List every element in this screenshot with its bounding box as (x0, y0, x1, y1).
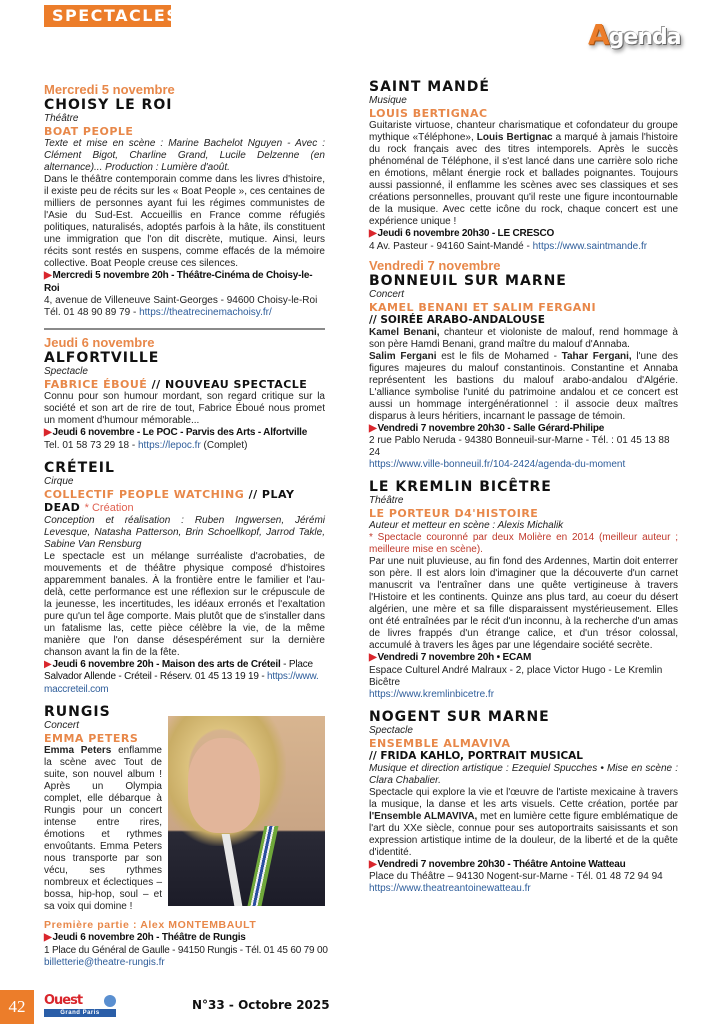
event-genre: Concert (369, 288, 405, 300)
event-link[interactable]: https://www.maccreteil.com (44, 671, 319, 695)
event-description (369, 351, 678, 423)
event-address: - Place Salvador Allende - Créteil - Réserv. 01 45 13 19 19 - (44, 658, 313, 682)
event-city: NOGENT SUR MARNE (369, 708, 550, 725)
artist-name: FABRICE ÉBOUÉ (44, 378, 148, 391)
arrow-right-icon: ▶ (369, 652, 377, 663)
event-when-text: Jeudi 6 novembre 20h - Maison des arts de Créteil (52, 658, 281, 670)
event-address: 1 Place du Général de Gaulle - 94150 Rungis - Tél. 01 45 60 79 00 (44, 944, 328, 956)
event-link[interactable]: https://www.saintmande.fr (532, 240, 648, 252)
rungis-row (44, 704, 325, 913)
event-address: 4 Av. Pasteur - 94160 Saint-Mandé - (369, 240, 533, 252)
description-text: met en lumière cette figure emblématique de l'art du XXe siècle, connue pour ses autoportraits saisissants et son expression artistique intime de la douleur, de la liberté et de la quête d'identité. (369, 810, 678, 858)
event-credits: Musique et direction artistique : Ezequiel Spucches • Mise en scène : Clara Chabalier. (369, 762, 678, 786)
event-genre: Musique (369, 95, 407, 106)
right-events (369, 79, 678, 895)
agenda-logo (588, 18, 698, 52)
description-text: Spectacle qui explore la vie et l'œuvre de l'artiste mexicaine à travers la musique, la danse et les arts visuels. Cette création, portée par (369, 786, 678, 810)
show-title: // FRIDA KAHLO, PORTRAIT MUSICAL (369, 749, 583, 762)
event-when-text: Jeudi 6 novembre 20h30 - LE CRESCO (377, 228, 555, 239)
event-when (369, 652, 678, 665)
event-link[interactable]: https://www.theatreantoinewatteau.fr (369, 883, 531, 894)
event-city: BONNEUIL SUR MARNE (369, 272, 567, 289)
event-credits: Texte et mise en scène : Marine Bachelot Nguyen - Avec : Clément Bigot, Charline Grand, Lucile Delzenne (en alternance)... Production : Lumière d'août. (44, 138, 325, 173)
event-city: LE KREMLIN BICÊTRE (369, 479, 552, 495)
event-when (44, 270, 325, 295)
description-text: est le fils de Mohamed - (436, 350, 562, 362)
description-text: a marqué à jamais l'histoire du rock français avec des titres intemporels. Après le succès phénoménal de Téléphone, il s'est lancé dans une carrière solo riche en émotions, mêlant énergie rock et ballades poignantes. Toujours aussi passionné, il enflamme les scènes avec ses classiques et ses créations personnelles, prouvant qu'il reste une figure incontournable de la musique. Avec cette icône du rock, chaque concert est une expérience unique ! (369, 132, 678, 227)
event-description (369, 327, 678, 351)
section-tag: SPECTACLES (44, 5, 171, 27)
event-phone: Tel. 01 58 73 29 18 - (44, 439, 138, 451)
event-address: 4, avenue de Villeneuve Saint-Georges - 94600 Choisy-le-Roi (44, 295, 318, 306)
arrow-right-icon: ▶ (44, 658, 52, 670)
arrow-right-icon: ▶ (369, 228, 377, 239)
event-contact (44, 440, 325, 452)
event-when-text: Vendredi 7 novembre 20h30 - Théâtre Antoine Watteau (377, 858, 626, 870)
badge-icon (104, 995, 116, 1007)
artist-bold: Emma Peters (44, 745, 112, 756)
event-artist: ENSEMBLE ALMAVIVA (369, 736, 511, 750)
event-city: RUNGIS (44, 704, 111, 720)
event-description: Le spectacle est un mélange surréaliste d'acrobaties, de mouvements et de théâtre physique composé d'histoires apparemment banales. À la frontière entre le familier et l'au-delà, cette performance est une réflexion sur le crépuscule de la jeunesse, les incertitudes, les idéaux erronés et l'exaltation pure qu'un tel âge comporte. Mais plutôt que de s'installer dans un fatalisme las, cette pièce célèbre la vie, de la même manière que l'on danse désespérément sur la dernière chanson avant la fin de la fête. (44, 550, 325, 658)
event-address: Place du Théâtre – 94130 Nogent-sur-Marne - Tél. 01 48 72 94 94 (369, 871, 663, 882)
event-choisy (44, 82, 328, 969)
event-description: Dans le théâtre contemporain comme dans les livres d'histoire, il existe peu de récits sur les « Boat People », ces centaines de milliers de personnes ayant fui les régimes communistes de l'Asie du Sud-Est. Accueillis en France comme réfugiés politiques, naturalisés, adoptés parfois à la hâte, ils constituent une immigration que l'on dit discrète, mutique. Ainsi, leurs récits sont restés en suspens, comme effacés de la mémoire collective. Boat People creuse ces silences. (44, 174, 325, 269)
magazine-logo (44, 994, 116, 1018)
description-text: enflamme la scène avec Tout de suite, son nouvel album ! Après un Olympia complet, elle débarque à Rungis pour un concert intense entre rires, émotions et rythmes envoûtants. Emma Peters nous transporte par son vécu, ses rythmes nombreux et éclectiques – bossa, hip-hop, soul – et sa voix qui domine ! (44, 745, 162, 912)
event-description: Par une nuit pluvieuse, au fin fond des Ardennes, Martin doit enterrer son père. Il est alors loin d'imaginer que la découverte d'un carnet manuscrit va l'entraîner dans une quête vertigineuse à travers l'Histoire et les continents. Quinze ans plus tard, au coeur du désert algérien, une mère et sa fille disparaissent mystérieusement. Elles ont été entraînées par le récit d'un inconnu, à la recherche d'un amas de livres frappés d'un étrange calice, et d'un trésor colossal, accumulé à travers les âges par une légendaire société secrète. (369, 556, 678, 651)
show-title: // NOUVEAU SPECTACLE (147, 378, 308, 391)
event-address: 2 rue Pablo Neruda - 94380 Bonneuil-sur-Marne - Tél. : 01 45 13 88 24 (369, 435, 670, 458)
ensemble-bold: l'Ensemble ALMAVIVA, (369, 810, 478, 822)
artist-bold: Tahar Fergani, (561, 350, 632, 362)
arrow-right-icon: ▶ (44, 932, 52, 943)
event-contact (44, 307, 325, 319)
arrow-right-icon: ▶ (44, 427, 52, 438)
event-city: CRÉTEIL (44, 459, 115, 476)
event-description (44, 745, 162, 913)
event-status: (Complet) (200, 439, 248, 451)
arrow-right-icon: ▶ (369, 422, 377, 434)
first-part: Première partie : Alex MONTEMBAULT (44, 919, 257, 931)
divider (44, 328, 325, 330)
magazine-logo-word: Ouest (44, 993, 83, 1008)
show-title: // PLAY DEAD (44, 487, 295, 514)
description-text: chanteur et violoniste de malouf, rend hommage à son père Hamdi Benani, grand maître du malouf d'Annaba. (369, 326, 678, 350)
event-when (369, 859, 678, 872)
event-date: Mercredi 5 novembre (44, 82, 175, 97)
event-artist: LOUIS BERTIGNAC (369, 107, 488, 120)
event-when-text: Jeudi 6 novembre - Le POC - Parvis des Arts - Alfortville (52, 427, 308, 438)
event-address: Espace Culturel André Malraux - 2, place Victor Hugo - Le Kremlin Bicêtre (369, 664, 663, 688)
agenda-logo-initial: A (588, 18, 609, 51)
rungis-details (44, 919, 328, 969)
event-when-text: Vendredi 7 novembre 20h • ECAM (377, 652, 532, 663)
event-when (369, 423, 678, 436)
event-rungis (44, 704, 328, 969)
event-link[interactable]: https://theatrecinemachoisy.fr/ (139, 307, 272, 318)
event-when-text: Jeudi 6 novembre 20h - Théâtre de Rungis (52, 932, 246, 943)
issue-number: N°33 - Octobre 2025 (192, 998, 330, 1012)
event-city: SAINT MANDÉ (369, 79, 490, 95)
event-artist (44, 378, 325, 391)
event-credits: Auteur et metteur en scène : Alexis Michalik (369, 520, 564, 531)
artist-name: COLLECTIF PEOPLE WATCHING (44, 487, 245, 501)
event-artist: KAMEL BENANI ET SALIM FERGANI (369, 300, 597, 314)
event-genre: Spectacle (44, 366, 88, 377)
artist-bold: Louis Bertignac (476, 132, 553, 143)
event-genre: Concert (44, 720, 80, 731)
event-date: Vendredi 7 novembre (369, 257, 501, 273)
event-award: * Spectacle couronné par deux Molière en 2014 (meilleur auteur ; meilleure mise en scène). (369, 532, 678, 555)
event-city: ALFORTVILLE (44, 350, 160, 366)
event-date: Jeudi 6 novembre (44, 335, 155, 350)
description-text: l'une des figures majeures du malouf constantinois. Constantine et Annaba représentent les bastions du malouf arabo-andalou d'Algérie. L'alliance symbolise l'unité du patrimoine andalou et ce concert est aussi un hommage intergénérationnel : il associe deux maîtres disparus à leurs héritiers, incarnant le passage de témoin. (369, 350, 679, 422)
event-when (44, 427, 325, 440)
event-credits: Conception et réalisation : Ruben Ingwersen, Jérémi Levesque, Natasha Patterson, Brin Schoellkopf, Jarrod Takle, Sabine Van Rensburg (44, 514, 325, 550)
event-artist (44, 488, 325, 515)
event-when (44, 659, 325, 697)
event-genre: Théâtre (369, 495, 404, 506)
event-description (369, 787, 678, 859)
event-link[interactable]: https://www.kremlinbicetre.fr (369, 688, 495, 700)
event-city: CHOISY LE ROI (44, 97, 173, 113)
agenda-logo-rest: genda (608, 25, 681, 50)
event-when-text: Mercredi 5 novembre 20h - Théâtre-Cinéma de Choisy-le-Roi (44, 270, 313, 294)
event-description: Connu pour son humour mordant, son regard critique sur la société et son art de rire de tout, Fabrice Éboué nous promet un moment d'humour mémorable... (44, 391, 325, 426)
event-link[interactable]: https://www.ville-bonneuil.fr/104-2424/agenda-du-moment (369, 459, 626, 470)
event-genre: Spectacle (369, 724, 413, 736)
event-artist: LE PORTEUR D4'HISTOIRE (369, 507, 539, 520)
event-artist: EMMA PETERS (44, 732, 139, 745)
event-when-text: Vendredi 7 novembre 20h30 - Salle Gérard-Philipe (377, 422, 605, 434)
artist-bold: Kamel Benani, (369, 326, 440, 338)
show-title: // SOIRÉE ARABO-ANDALOUSE (369, 313, 545, 326)
event-when (44, 932, 325, 945)
event-link[interactable]: https://lepoc.fr (137, 439, 201, 451)
rungis-text-column (44, 704, 162, 913)
event-contact (369, 241, 678, 253)
artist-bold: Salim Fergani (369, 350, 437, 362)
artist-photo (168, 716, 325, 906)
description-text: Guitariste virtuose, chanteur charismatique et cofondateur du groupe mythique «Téléphone», (369, 120, 678, 143)
event-phone: Tél. 01 48 90 89 79 - (44, 307, 140, 318)
event-genre: Théâtre (44, 113, 79, 124)
creation-note: * Création (84, 501, 134, 514)
event-genre: Cirque (44, 475, 74, 487)
arrow-right-icon: ▶ (44, 270, 52, 281)
page-number: 42 (0, 990, 34, 1024)
event-description (369, 120, 678, 228)
event-email[interactable]: billetterie@theatre-rungis.fr (44, 956, 165, 968)
event-when (369, 228, 678, 241)
magazine-logo-sub: Grand Paris (44, 1009, 116, 1017)
event-artist: BOAT PEOPLE (44, 125, 134, 138)
arrow-right-icon: ▶ (369, 858, 377, 870)
